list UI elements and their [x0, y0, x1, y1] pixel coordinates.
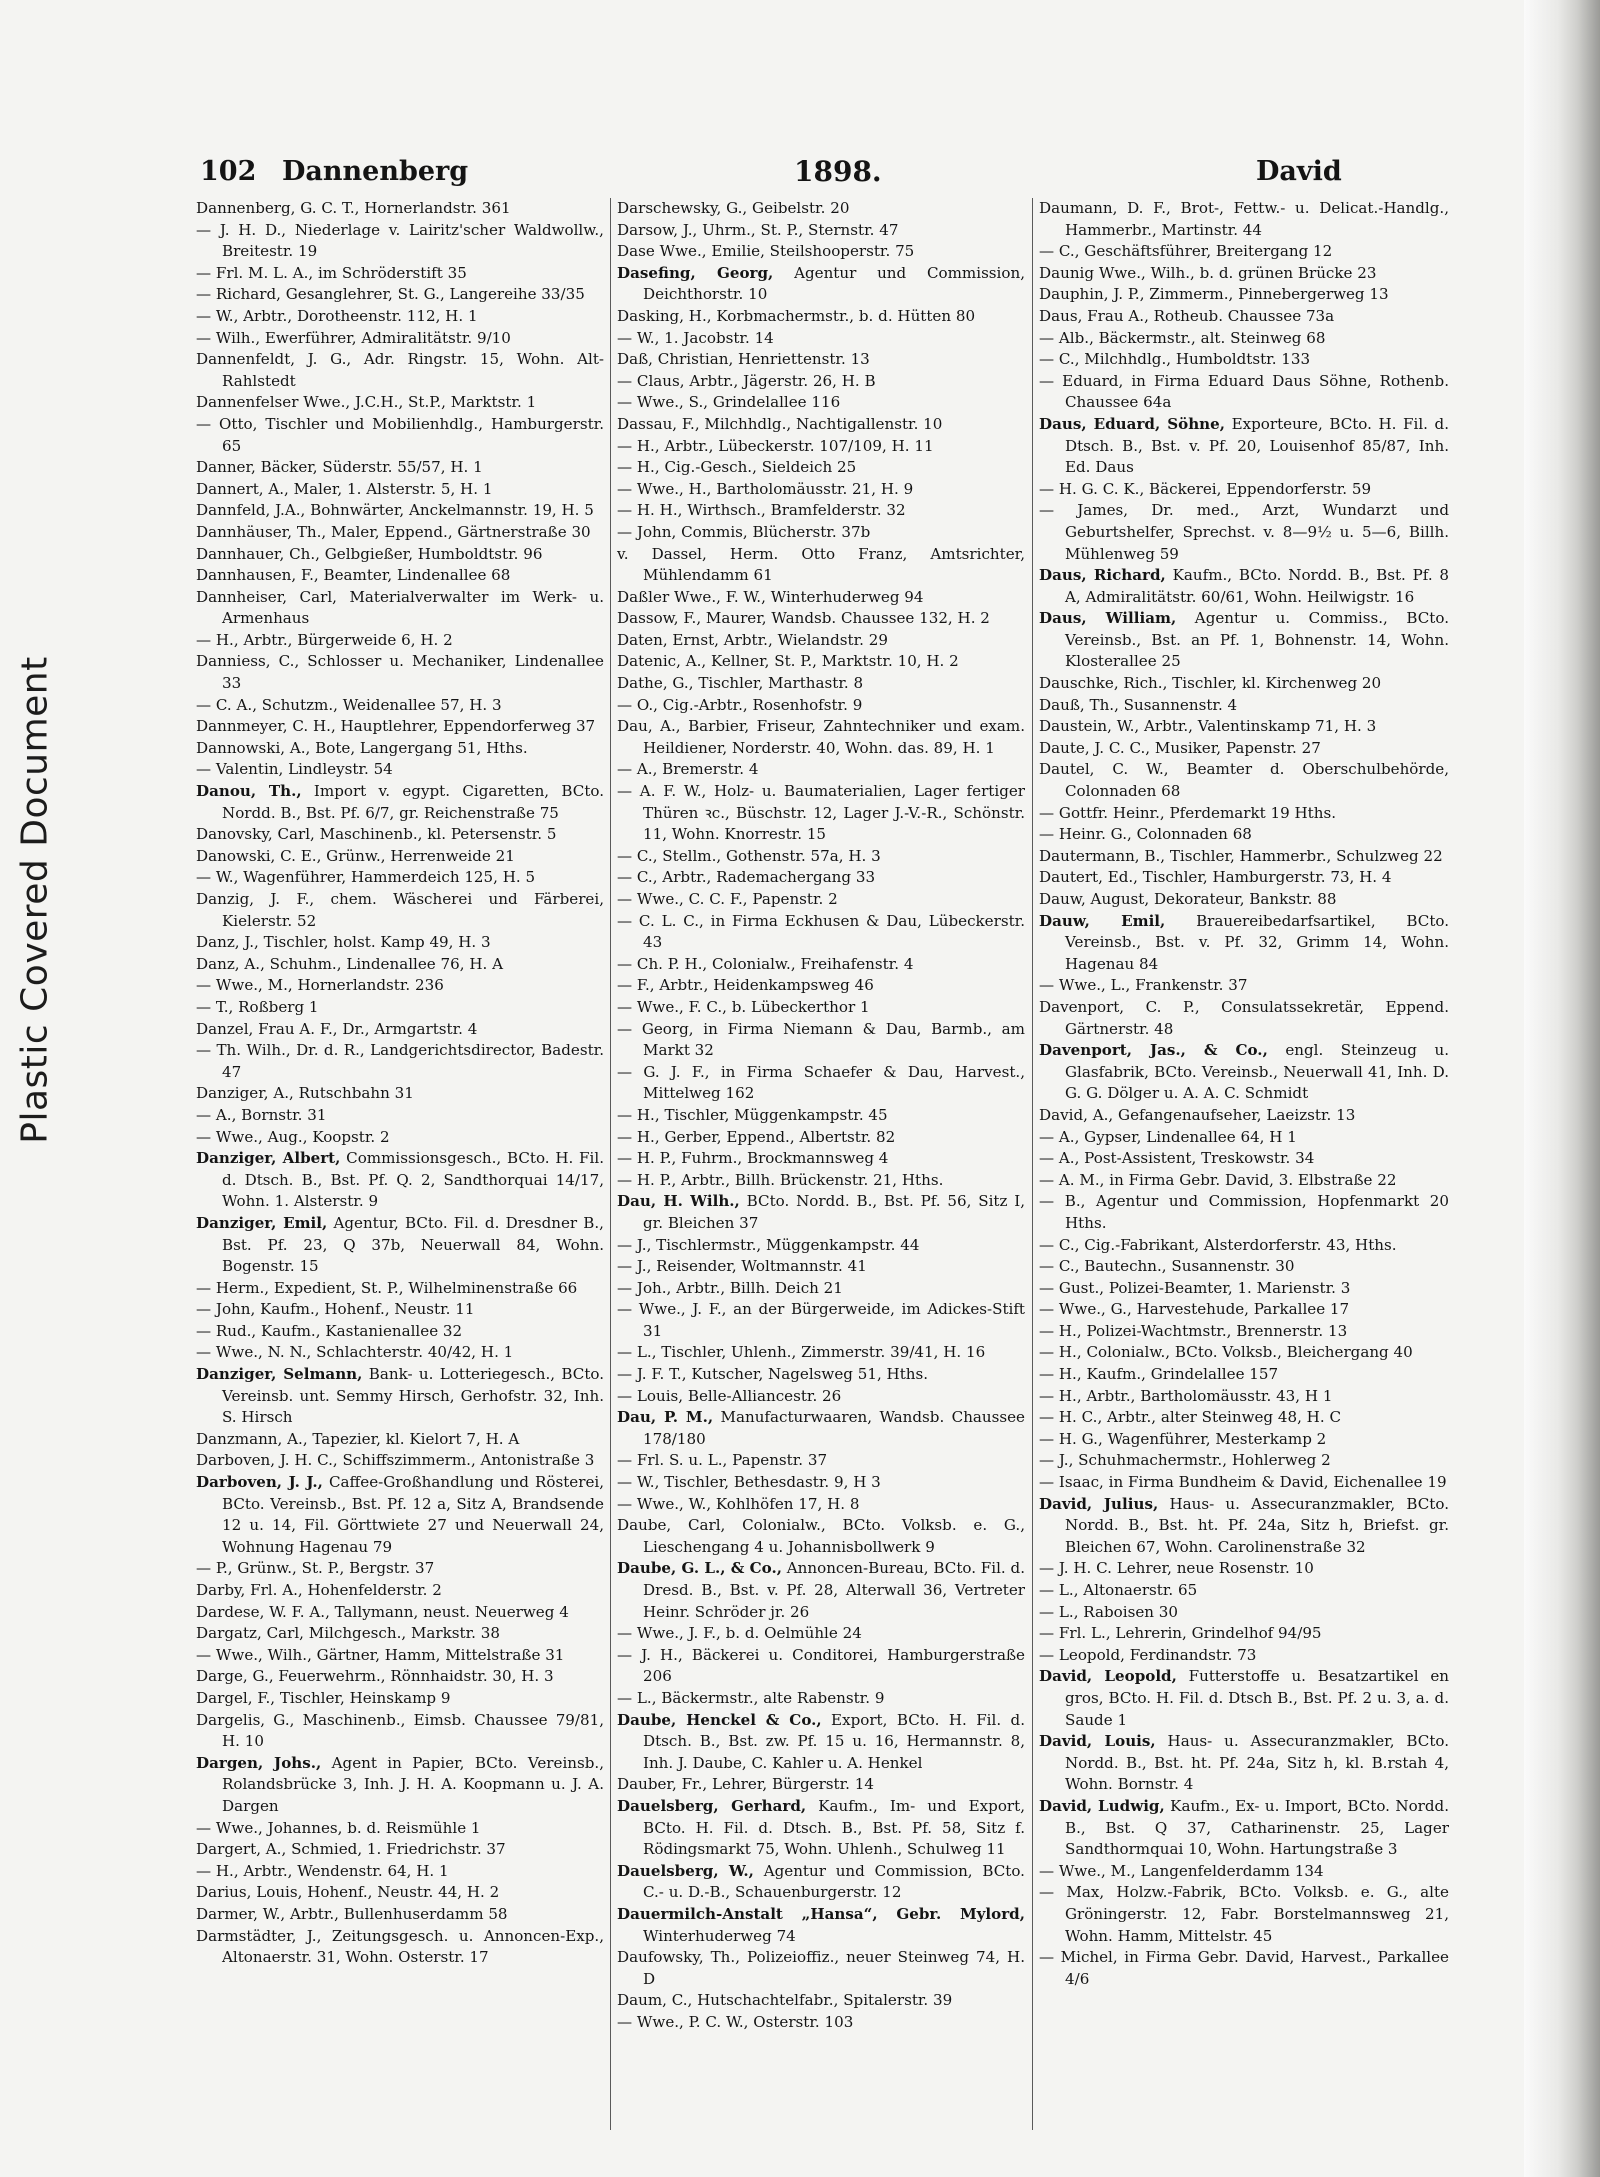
- directory-entry: — H., Arbtr., Wendenstr. 64, H. 1: [196, 1861, 449, 1880]
- entry-heading: Dau, H. Wilh.,: [617, 1192, 740, 1211]
- directory-entry: Danzig, J. F., chem. Wäscherei und Färberei, Kielerstr. 52: [196, 890, 604, 930]
- directory-entry: — J. H., Bäckerei u. Conditorei, Hamburgerstraße 206: [617, 1645, 1025, 1686]
- entry-heading: Dauelsberg, W.,: [617, 1861, 754, 1880]
- entry-heading: Dauelsberg, Gerhard,: [617, 1796, 807, 1815]
- directory-entry: Dargelis, G., Maschinenb., Eimsb. Chaussee 79/81, H. 10: [196, 1710, 604, 1751]
- column-right: [1039, 198, 1449, 1990]
- directory-entry: — H. H., Wirthsch., Bramfelderstr. 32: [617, 501, 906, 520]
- directory-entry: — Wwe., Johannes, b. d. Reismühle 1: [196, 1818, 481, 1837]
- directory-entry: — L., Bäckermstr., alte Rabenstr. 9: [617, 1688, 885, 1707]
- directory-entry: — H., Cig.-Gesch., Sieldeich 25: [617, 458, 857, 477]
- directory-entry: Dasefing, Georg, Agentur und Commission, Deichthorstr. 10: [617, 263, 1025, 304]
- directory-entry: Dassow, F., Maurer, Wandsb. Chaussee 132, H. 2: [617, 609, 990, 628]
- entry-heading: Daus, Richard,: [1039, 566, 1166, 585]
- directory-entry: — Wwe., H., Bartholomäusstr. 21, H. 9: [617, 479, 914, 498]
- header-last-name: David: [1256, 156, 1342, 187]
- directory-entry: — J. F. T., Kutscher, Nagelsweg 51, Hths.: [617, 1365, 929, 1384]
- directory-entry: — Frl. M. L. A., im Schröderstift 35: [196, 263, 467, 282]
- directory-entry: Daute, J. C. C., Musiker, Papenstr. 27: [1039, 738, 1321, 757]
- directory-entry: — Wwe., P. C. W., Osterstr. 103: [617, 2012, 854, 2031]
- directory-entry: Danz, A., Schuhm., Lindenallee 76, H. A: [196, 954, 503, 973]
- directory-entry: — Louis, Belle-Alliancestr. 26: [617, 1386, 842, 1405]
- directory-entry: Dauelsberg, Gerhard, Kaufm., Im- und Export, BCto. H. Fil. d. Dtsch. B., Bst. Pf. 58, Sitz f. Rödingsmarkt 75, Wohn. Uhlenh., Schulweg 11: [617, 1796, 1026, 1859]
- directory-entry: — J., Reisender, Woltmannstr. 41: [617, 1257, 867, 1276]
- directory-entry: — Wwe., W., Kohlhöfen 17, H. 8: [617, 1494, 860, 1513]
- directory-entry: — L., Altonaerstr. 65: [1039, 1581, 1198, 1599]
- directory-entry: Dannhausen, F., Beamter, Lindenallee 68: [196, 566, 511, 585]
- directory-entry: — C., Stellm., Gothenstr. 57a, H. 3: [617, 846, 881, 865]
- directory-entry: Dannfeld, J.A., Bohnwärter, Anckelmannstr. 19, H. 5: [196, 501, 594, 520]
- directory-entry: Daum, C., Hutschachtelfabr., Spitalerstr. 39: [617, 1991, 953, 2010]
- plastic-cover-text: Plastic Covered Document: [14, 656, 56, 1144]
- directory-entry: — Isaac, in Firma Bundheim & David, Eichenallee 19: [1039, 1473, 1447, 1492]
- directory-entry: — B., Agentur und Commission, Hopfenmarkt 20 Hths.: [1039, 1192, 1449, 1232]
- directory-entry: Darmer, W., Arbtr., Bullenhuserdamm 58: [196, 1904, 508, 1923]
- directory-entry: — O., Cig.-Arbtr., Rosenhofstr. 9: [617, 695, 863, 714]
- directory-entry: — C., Cig.-Fabrikant, Alsterdorferstr. 43, Hths.: [1039, 1235, 1397, 1254]
- running-header: [196, 152, 1527, 196]
- directory-entry: Dathe, G., Tischler, Marthastr. 8: [617, 674, 864, 693]
- directory-entry: — Wwe., S., Grindelallee 116: [617, 393, 841, 412]
- directory-entry: — A., Post-Assistent, Treskowstr. 34: [1039, 1149, 1315, 1168]
- directory-entry: Danziger, Selmann, Bank- u. Lotteriegesch., BCto. Vereinsb. unt. Semmy Hirsch, Gerhofstr. 32, Inh. S. Hirsch: [196, 1365, 605, 1427]
- directory-entry: — C., Arbtr., Rademachergang 33: [617, 868, 876, 887]
- directory-entry: — H., Arbtr., Bürgerweide 6, H. 2: [196, 630, 453, 649]
- directory-entry: Dau, P. M., Manufacturwaaren, Wandsb. Chaussee 178/180: [617, 1408, 1025, 1448]
- directory-entry: Dauw, Emil, Brauereibedarfsartikel, BCto. Vereinsb., Bst. v. Pf. 32, Grimm 14, Wohn. Hagenau 84: [1039, 911, 1450, 973]
- entry-heading: Daube, Henckel & Co.,: [617, 1710, 822, 1729]
- entry-heading: Davenport, Jas., & Co.,: [1039, 1041, 1268, 1060]
- directory-entry: Daube, Carl, Colonialw., BCto. Volksb. e. G., Lieschengang 4 u. Johannisbollwerk 9: [617, 1516, 1025, 1556]
- directory-entry: Daumann, D. F., Brot-, Fettw.- u. Delicat.-Handlg., Hammerbr., Martinstr. 44: [1039, 199, 1449, 239]
- directory-entry: — H., Gerber, Eppend., Albertstr. 82: [617, 1127, 896, 1146]
- directory-entry: David, Leopold, Futterstoffe u. Besatzartikel en gros, BCto. H. Fil. d. Dtsch B., Bst. Pf. 2 u. 3, a. d. Saude 1: [1039, 1667, 1449, 1729]
- entry-heading: Dauw, Emil,: [1039, 911, 1166, 930]
- directory-entry: — John, Commis, Blücherstr. 37b: [617, 522, 871, 541]
- directory-entry: — Alb., Bäckermstr., alt. Steinweg 68: [1039, 328, 1326, 347]
- directory-entry: Danz, J., Tischler, holst. Kamp 49, H. 3: [196, 933, 491, 952]
- directory-entry: — Wwe., Aug., Koopstr. 2: [196, 1127, 390, 1146]
- directory-entry: Danowski, C. E., Grünw., Herrenweide 21: [196, 846, 515, 865]
- directory-entry: — W., Wagenführer, Hammerdeich 125, H. 5: [196, 868, 536, 887]
- directory-entry: — Michel, in Firma Gebr. David, Harvest., Parkallee 4/6: [1039, 1948, 1449, 1988]
- directory-entry: Danovsky, Carl, Maschinenb., kl. Petersenstr. 5: [196, 825, 557, 844]
- directory-page: [196, 152, 1527, 2135]
- directory-entry: — H., Kaufm., Grindelallee 157: [1039, 1365, 1279, 1384]
- directory-entry: Dassau, F., Milchhdlg., Nachtigallenstr. 10: [617, 414, 943, 433]
- directory-entry: — W., Arbtr., Dorotheenstr. 112, H. 1: [196, 306, 478, 325]
- directory-entry: — H. C., Arbtr., alter Steinweg 48, H. C: [1039, 1408, 1341, 1427]
- directory-entry: — Wwe., G., Harvestehude, Parkallee 17: [1039, 1300, 1350, 1319]
- directory-entry: — Wilh., Ewerführer, Admiralitätstr. 9/10: [196, 328, 511, 347]
- directory-entry: — J. H. C. Lehrer, neue Rosenstr. 10: [1039, 1559, 1314, 1578]
- entry-heading: Danziger, Emil,: [196, 1213, 328, 1232]
- directory-entry: — Wwe., J. F., b. d. Oelmühle 24: [617, 1624, 862, 1643]
- directory-entry: — J., Tischlermstr., Müggenkampstr. 44: [617, 1235, 920, 1254]
- directory-entry: — H. P., Arbtr., Billh. Brückenstr. 21, Hths.: [617, 1170, 944, 1189]
- directory-entry: Danou, Th., Import v. egypt. Cigaretten, BCto. Nordd. B., Bst. Pf. 6/7, gr. Reichenstraße 75: [196, 782, 604, 822]
- directory-entry: — L., Tischler, Uhlenh., Zimmerstr. 39/41, H. 16: [617, 1343, 986, 1362]
- entry-heading: Dasefing, Georg,: [617, 263, 774, 282]
- directory-entry: — G. J. F., in Firma Schaefer & Dau, Harvest., Mittelweg 162: [617, 1062, 1025, 1103]
- directory-entry: David, Julius, Haus- u. Assecuranzmakler, BCto. Nordd. B., Bst. ht. Pf. 24a, Sitz h, Briefst. gr. Bleichen 67, Wohn. Carolinenstraße 32: [1039, 1494, 1449, 1556]
- directory-entry: — H., Arbtr., Bartholomäusstr. 43, H 1: [1039, 1386, 1333, 1405]
- directory-entry: Daus, Frau A., Rotheub. Chaussee 73a: [1039, 306, 1335, 325]
- column-divider-right: [1032, 198, 1033, 2130]
- entry-heading: David, Ludwig,: [1039, 1796, 1165, 1815]
- directory-entry: — F., Arbtr., Heidenkampsweg 46: [617, 976, 874, 995]
- directory-entry: Dauphin, J. P., Zimmerm., Pinnebergerweg 13: [1039, 285, 1389, 304]
- directory-entry: — Frl. S. u. L., Papenstr. 37: [617, 1451, 828, 1470]
- entry-heading: Danou, Th.,: [196, 782, 302, 801]
- entry-heading: Danziger, Albert,: [196, 1149, 341, 1168]
- entry-heading: David, Leopold,: [1039, 1667, 1177, 1686]
- directory-entry: — Gottfr. Heinr., Pferdemarkt 19 Hths.: [1039, 803, 1337, 822]
- directory-entry: Dannowski, A., Bote, Langergang 51, Hths.: [196, 738, 528, 757]
- directory-entry: — Heinr. G., Colonnaden 68: [1039, 825, 1252, 844]
- directory-entry: Dauß, Th., Susannenstr. 4: [1039, 695, 1238, 714]
- directory-entry: — Wwe., M., Langenfelderdamm 134: [1039, 1861, 1324, 1880]
- directory-entry: — J. H. D., Niederlage v. Lairitz'scher Waldwollw., Breitestr. 19: [196, 220, 604, 261]
- directory-entry: Daufowsky, Th., Polizeioffiz., neuer Steinweg 74, H. D: [617, 1948, 1025, 1988]
- directory-entry: — A. M., in Firma Gebr. David, 3. Elbstraße 22: [1039, 1170, 1397, 1189]
- directory-entry: David, Louis, Haus- u. Assecuranzmakler, BCto. Nordd. B., Bst. ht. Pf. 24a, Sitz h, kl. B.rstah 4, Wohn. Bornstr. 4: [1039, 1732, 1449, 1794]
- entry-heading: Dau, P. M.,: [617, 1408, 714, 1427]
- directory-entry: Daus, William, Agentur u. Commiss., BCto. Vereinsb., Bst. an Pf. 1, Bohnenstr. 14, Wohn. Klosterallee 25: [1039, 609, 1449, 671]
- directory-entry: Darge, G., Feuerwehrm., Rönnhaidstr. 30, H. 3: [196, 1667, 554, 1686]
- directory-entry: Darius, Louis, Hohenf., Neustr. 44, H. 2: [196, 1883, 500, 1902]
- directory-entry: Dauermilch-Anstalt „Hansa“, Gebr. Mylord, Winterhuderweg 74: [617, 1904, 1025, 1945]
- directory-entry: Dannheiser, Carl, Materialverwalter im Werk- u. Armenhaus: [196, 587, 604, 628]
- plastic-cover-label: [0, 640, 70, 1160]
- directory-entry: — P., Grünw., St. P., Bergstr. 37: [196, 1559, 435, 1578]
- directory-entry: Dauber, Fr., Lehrer, Bürgerstr. 14: [617, 1775, 874, 1794]
- directory-entry: — W., Tischler, Bethesdastr. 9, H 3: [617, 1473, 881, 1492]
- directory-entry: Dase Wwe., Emilie, Steilshooperstr. 75: [617, 242, 915, 261]
- directory-entry: — James, Dr. med., Arzt, Wundarzt und Geburtshelfer, Sprechst. v. 8—9½ u. 5—6, Billh. Mühlenweg 59: [1039, 501, 1449, 563]
- page-number: 102: [200, 156, 257, 187]
- directory-entry: Darboven, J. J., Caffee-Großhandlung und Rösterei, BCto. Vereinsb., Bst. Pf. 12 a, Sitz A, Brandsende 12 u. 14, Fil. Görttwiete 27 und Neuerwall 24, Wohnung Hagenau 79: [196, 1473, 604, 1556]
- directory-entry: Dautel, C. W., Beamter d. Oberschulbehörde, Colonnaden 68: [1039, 760, 1449, 801]
- directory-entry: — C., Bautechn., Susannenstr. 30: [1039, 1257, 1295, 1276]
- directory-entry: Daustein, W., Arbtr., Valentinskamp 71, H. 3: [1039, 717, 1377, 736]
- directory-entry: Dannenfeldt, J. G., Adr. Ringstr. 15, Wohn. Alt-Rahlstedt: [196, 350, 604, 390]
- directory-entry: Dau, A., Barbier, Friseur, Zahntechniker und exam. Heildiener, Norderstr. 40, Wohn. das. 89, H. 1: [617, 717, 1025, 757]
- entry-heading: Daus, Eduard, Söhne,: [1039, 414, 1226, 433]
- directory-entry: — T., Roßberg 1: [196, 997, 319, 1016]
- directory-entry: — H. G., Wagenführer, Mesterkamp 2: [1039, 1429, 1327, 1448]
- directory-entry: Darschewsky, G., Geibelstr. 20: [617, 199, 850, 217]
- directory-entry: Dannert, A., Maler, 1. Alsterstr. 5, H. 1: [196, 479, 493, 498]
- directory-entry: — Wwe., N. N., Schlachterstr. 40/42, H. 1: [196, 1343, 514, 1362]
- directory-entry: — Leopold, Ferdinandstr. 73: [1039, 1645, 1257, 1664]
- directory-entry: — Wwe., L., Frankenstr. 37: [1039, 976, 1248, 995]
- directory-entry: Dautermann, B., Tischler, Hammerbr., Schulzweg 22: [1039, 846, 1443, 865]
- directory-entry: Dauw, August, Dekorateur, Bankstr. 88: [1039, 890, 1337, 908]
- directory-entry: Dauelsberg, W., Agentur und Commission, BCto. C.- u. D.-B., Schauenburgerstr. 12: [617, 1861, 1025, 1902]
- directory-entry: — H., Arbtr., Lübeckerstr. 107/109, H. 11: [617, 436, 934, 455]
- directory-entry: Darboven, J. H. C., Schiffszimmerm., Antonistraße 3: [196, 1451, 595, 1470]
- directory-entry: Dargel, F., Tischler, Heinskamp 9: [196, 1688, 451, 1707]
- directory-entry: v. Dassel, Herm. Otto Franz, Amtsrichter, Mühlendamm 61: [617, 544, 1025, 585]
- directory-entry: — Gust., Polizei-Beamter, 1. Marienstr. 3: [1039, 1278, 1351, 1297]
- directory-entry: Danner, Bäcker, Süderstr. 55/57, H. 1: [196, 458, 483, 477]
- entry-heading: David, Louis,: [1039, 1732, 1156, 1751]
- entry-heading: Darboven, J. J.,: [196, 1473, 323, 1492]
- directory-entry: — Valentin, Lindleystr. 54: [196, 760, 393, 779]
- directory-entry: Dauschke, Rich., Tischler, kl. Kirchenweg 20: [1039, 674, 1382, 693]
- directory-entry: Daunig Wwe., Wilh., b. d. grünen Brücke 23: [1039, 263, 1377, 282]
- directory-entry: Darmstädter, J., Zeitungsgesch. u. Annoncen-Exp., Altonaerstr. 31, Wohn. Osterstr. 17: [196, 1926, 604, 1967]
- directory-entry: Daube, Henckel & Co., Export, BCto. H. Fil. d. Dtsch. B., Bst. zw. Pf. 15 u. 16, Hermannstr. 8, Inh. J. Daube, C. Kahler u. A. Henkel: [617, 1710, 1025, 1772]
- directory-entry: Dargatz, Carl, Milchgesch., Markstr. 38: [196, 1624, 500, 1643]
- directory-entry: — C. A., Schutzm., Weidenallee 57, H. 3: [196, 695, 502, 714]
- directory-entry: Dannhauer, Ch., Gelbgießer, Humboldtstr. 96: [196, 544, 543, 563]
- directory-entry: David, A., Gefangenaufseher, Laeizstr. 13: [1039, 1105, 1356, 1124]
- directory-entry: — H., Polizei-Wachtmstr., Brennerstr. 13: [1039, 1321, 1348, 1340]
- directory-entry: Dannenfelser Wwe., J.C.H., St.P., Marktstr. 1: [196, 393, 537, 412]
- directory-entry: — J., Schuhmachermstr., Hohlerweg 2: [1039, 1451, 1331, 1470]
- directory-entry: Davenport, Jas., & Co., engl. Steinzeug u. Glasfabrik, BCto. Vereinsb., Neuerwall 41, Inh. D. G. G. Dölger u. A. A. C. Schmidt: [1039, 1041, 1449, 1103]
- directory-entry: — Joh., Arbtr., Billh. Deich 21: [617, 1278, 843, 1297]
- directory-entry: Dau, H. Wilh., BCto. Nordd. B., Bst. Pf. 56, Sitz I, gr. Bleichen 37: [617, 1192, 1026, 1232]
- directory-entry: — Georg, in Firma Niemann & Dau, Barmb., am Markt 32: [617, 1019, 1025, 1060]
- directory-entry: — H. P., Fuhrm., Brockmannsweg 4: [617, 1149, 889, 1168]
- directory-entry: — A., Bornstr. 31: [196, 1105, 327, 1124]
- directory-entry: — Wwe., F. C., b. Lübeckerthor 1: [617, 997, 870, 1016]
- directory-entry: — A., Bremerstr. 4: [617, 760, 759, 779]
- entry-heading: Daus, William,: [1039, 609, 1177, 628]
- directory-entry: — A. F. W., Holz- u. Baumaterialien, Lager fertiger Thüren ꝛc., Büschstr. 12, Lager J.-V.-R., Schönstr. 11, Wohn. Knorrestr. 15: [617, 782, 1025, 844]
- directory-entry: Darby, Frl. A., Hohenfelderstr. 2: [196, 1581, 442, 1599]
- entry-heading: Daube, G. L., & Co.,: [617, 1559, 782, 1578]
- directory-entry: — Th. Wilh., Dr. d. R., Landgerichtsdirector, Badestr. 47: [196, 1041, 604, 1081]
- directory-entry: David, Ludwig, Kaufm., Ex- u. Import, BCto. Nordd. B., Bst. Q 37, Catharinenstr. 25, Lager Sandthormquai 10, Wohn. Hartungstraße 3: [1039, 1796, 1449, 1859]
- directory-entry: Dasking, H., Korbmachermstr., b. d. Hütten 80: [617, 306, 976, 325]
- directory-entry: — C., Geschäftsführer, Breitergang 12: [1039, 242, 1333, 261]
- column-left: [196, 198, 604, 1969]
- directory-entry: — Max, Holzw.-Fabrik, BCto. Volksb. e. G., alte Gröningerstr. 12, Fabr. Borstelmannsweg 21, Wohn. Hamm, Mittelstr. 45: [1039, 1883, 1449, 1945]
- directory-entry: Darsow, J., Uhrm., St. P., Sternstr. 47: [617, 220, 899, 239]
- directory-entry: — H., Colonialw., BCto. Volksb., Bleichergang 40: [1039, 1343, 1413, 1362]
- directory-entry: — Richard, Gesanglehrer, St. G., Langereihe 33/35: [196, 285, 585, 304]
- directory-entry: Dautert, Ed., Tischler, Hamburgerstr. 73, H. 4: [1039, 868, 1392, 887]
- directory-entry: — John, Kaufm., Hohenf., Neustr. 11: [196, 1300, 475, 1319]
- directory-entry: — W., 1. Jacobstr. 14: [617, 328, 774, 347]
- directory-entry: — Frl. L., Lehrerin, Grindelhof 94/95: [1039, 1624, 1322, 1643]
- directory-entry: Danziger, Albert, Commissionsgesch., BCto. H. Fil. d. Dtsch. B., Bst. Pf. Q. 2, Sandthorquai 14/17, Wohn. 1. Alsterstr. 9: [196, 1149, 604, 1211]
- directory-entry: — H., Tischler, Müggenkampstr. 45: [617, 1105, 888, 1124]
- directory-entry: Daube, G. L., & Co., Annoncen-Bureau, BCto. Fil. d. Dresd. B., Bst. v. Pf. 28, Alterwall 36, Vertreter Heinr. Schröder jr. 26: [617, 1559, 1025, 1621]
- column-divider-left: [610, 198, 611, 2130]
- directory-entry: — C. L. C., in Firma Eckhusen & Dau, Lübeckerstr. 43: [617, 911, 1025, 952]
- directory-entry: — Wwe., M., Hornerlandstr. 236: [196, 976, 444, 995]
- directory-entry: Daten, Ernst, Arbtr., Wielandstr. 29: [617, 630, 888, 649]
- directory-entry: Danziger, Emil, Agentur, BCto. Fil. d. Dresdner B., Bst. Pf. 23, Q 37b, Neuerwall 84, Wohn. Bogenstr. 15: [196, 1213, 604, 1276]
- directory-entry: Dannmeyer, C. H., Hauptlehrer, Eppendorferweg 37: [196, 717, 596, 736]
- entry-heading: David, Julius,: [1039, 1494, 1159, 1513]
- directory-entry: — Wwe., Wilh., Gärtner, Hamm, Mittelstraße 31: [196, 1645, 565, 1664]
- book-binding-shadow: [1524, 0, 1600, 2177]
- entry-heading: Dargen, Johs.,: [196, 1753, 322, 1772]
- directory-entry: Dannhäuser, Th., Maler, Eppend., Gärtnerstraße 30: [196, 522, 591, 541]
- directory-entry: — Eduard, in Firma Eduard Daus Söhne, Rothenb. Chaussee 64a: [1039, 371, 1449, 412]
- directory-entry: — C., Milchhdlg., Humboldtstr. 133: [1039, 350, 1311, 369]
- entry-heading: Danziger, Selmann,: [196, 1365, 363, 1384]
- header-first-name: Dannenberg: [282, 156, 469, 187]
- directory-entry: Dannenberg, G. C. T., Hornerlandstr. 361: [196, 199, 511, 217]
- column-middle: [617, 198, 1025, 2033]
- directory-entry: — Rud., Kaufm., Kastanienallee 32: [196, 1321, 463, 1340]
- directory-entry: Dargen, Johs., Agent in Papier, BCto. Vereinsb., Rolandsbrücke 3, Inh. J. H. A. Koopmann u. J. A. Dargen: [196, 1753, 605, 1815]
- directory-entry: Daus, Richard, Kaufm., BCto. Nordd. B., Bst. Pf. 8 A, Admiralitätstr. 60/61, Wohn. Heilwigstr. 16: [1039, 566, 1449, 606]
- header-year: 1898.: [794, 155, 882, 188]
- directory-entry: Daus, Eduard, Söhne, Exporteure, BCto. H. Fil. d. Dtsch. B., Bst. v. Pf. 20, Louisenhof 85/87, Inh. Ed. Daus: [1039, 414, 1450, 477]
- directory-entry: Davenport, C. P., Consulatssekretär, Eppend. Gärtnerstr. 48: [1039, 997, 1449, 1038]
- directory-entry: — H. G. C. K., Bäckerei, Eppendorferstr. 59: [1039, 479, 1372, 498]
- directory-entry: — Herm., Expedient, St. P., Wilhelminenstraße 66: [196, 1278, 578, 1297]
- directory-entry: — Otto, Tischler und Mobilienhdlg., Hamburgerstr. 65: [196, 414, 604, 455]
- directory-entry: Daßler Wwe., F. W., Winterhuderweg 94: [617, 587, 924, 606]
- directory-entry: — Wwe., J. F., an der Bürgerweide, im Adickes-Stift 31: [617, 1300, 1025, 1340]
- entry-heading: Dauermilch-Anstalt „Hansa“, Gebr. Mylord,: [617, 1904, 1025, 1923]
- directory-entry: Datenic, A., Kellner, St. P., Marktstr. 10, H. 2: [617, 652, 959, 671]
- directory-entry: Danzmann, A., Tapezier, kl. Kielort 7, H. A: [196, 1429, 520, 1448]
- directory-entry: — Ch. P. H., Colonialw., Freihafenstr. 4: [617, 954, 914, 973]
- directory-entry: — A., Gypser, Lindenallee 64, H 1: [1039, 1127, 1297, 1146]
- directory-entry: Danniess, C., Schlosser u. Mechaniker, Lindenallee 33: [196, 652, 604, 693]
- directory-entry: — Claus, Arbtr., Jägerstr. 26, H. B: [617, 371, 876, 390]
- directory-entry: Daß, Christian, Henriettenstr. 13: [617, 350, 870, 369]
- directory-entry: Danzel, Frau A. F., Dr., Armgartstr. 4: [196, 1019, 478, 1038]
- directory-entry: Danziger, A., Rutschbahn 31: [196, 1084, 414, 1103]
- directory-entry: — Wwe., C. C. F., Papenstr. 2: [617, 890, 838, 908]
- directory-entry: Dardese, W. F. A., Tallymann, neust. Neuerweg 4: [196, 1602, 569, 1621]
- directory-entry: — L., Raboisen 30: [1039, 1602, 1178, 1621]
- directory-entry: Dargert, A., Schmied, 1. Friedrichstr. 37: [196, 1840, 506, 1859]
